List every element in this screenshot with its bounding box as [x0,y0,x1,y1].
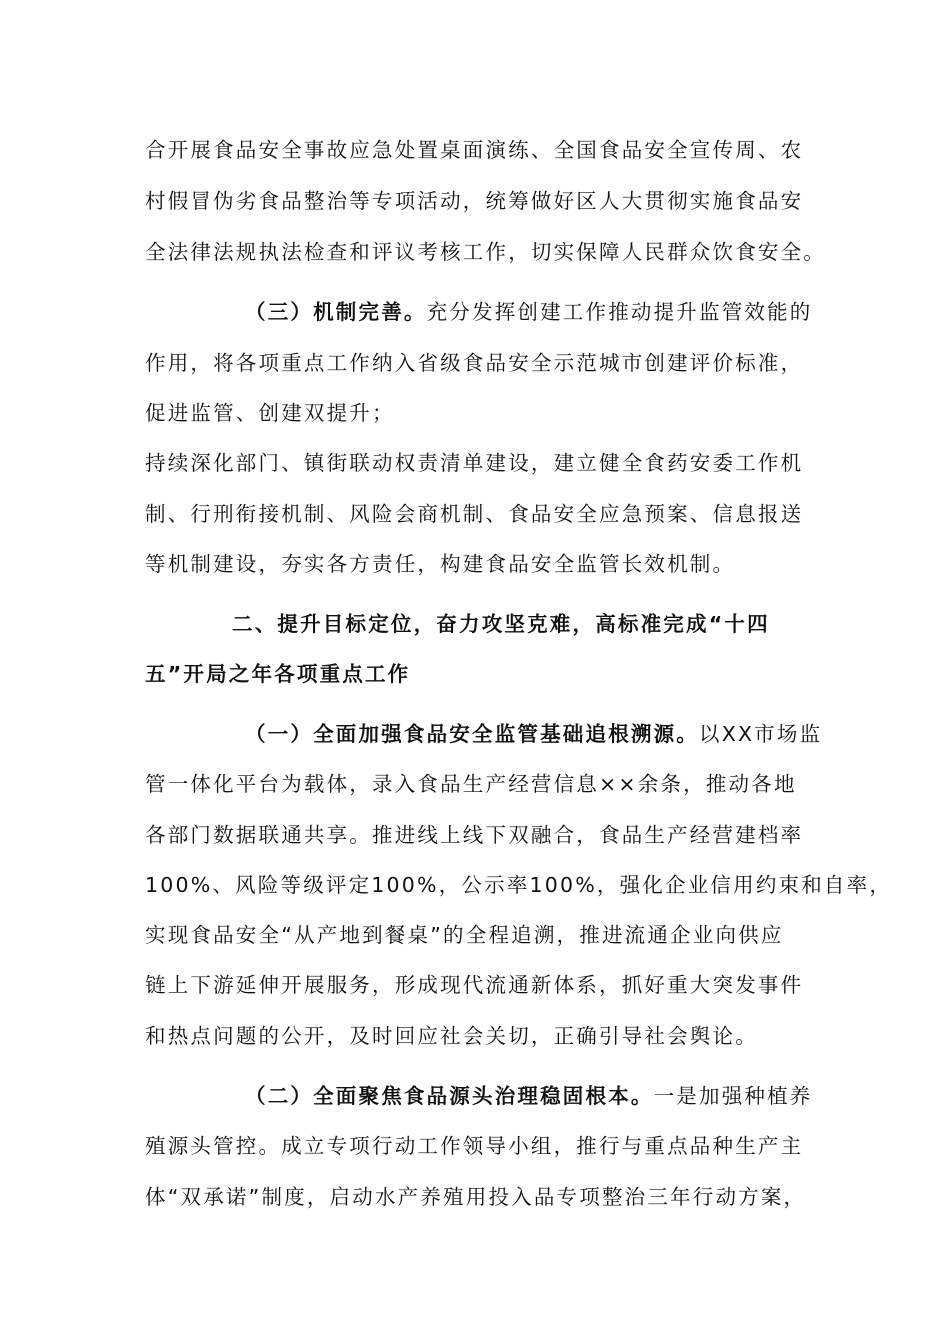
section-heading-line [245,297,815,327]
chapter-heading: 五”开局之年各项重点工作 [145,662,411,686]
paragraph-line [145,135,815,165]
paragraph-line [145,920,815,950]
paragraph-line [145,186,815,216]
line-text: 等机制建设，夯实各方责任，构建食品安全监管长效机制。 [145,552,736,576]
line-text: 链上下游延伸开展服务，形成现代流通新体系，抓好重大突发事件 [145,973,804,997]
paragraph-line [145,1021,815,1051]
paragraph-line [145,1131,815,1161]
chapter-heading-line [145,659,815,689]
line-text: 各部门数据联通共享。推进线上线下双融合，食品生产经营建档率 [145,823,804,847]
paragraph-line [145,348,815,378]
paragraph-line [145,398,815,428]
line-text: 持续深化部门、镇街联动权责清单建设，建立健全食药安委工作机 [145,451,804,475]
line-text: 体“双承诺”制度，启动水产养殖用投入品专项整治三年行动方案， [145,1185,807,1209]
line-text: 制、行刑衔接机制、风险会商机制、食品安全应急预案、信息报送 [145,502,804,526]
paragraph-line [145,448,815,478]
paragraph-line [145,820,815,850]
chapter-heading-line [232,609,815,639]
section-heading-line [245,1081,815,1111]
line-text: 殖源头管控。成立专项行动工作领导小组，推行与重点品种生产主 [145,1134,804,1158]
section-heading: （二）全面聚焦食品源头治理稳固根本。 [245,1084,654,1108]
section-heading: （三）机制完善。 [245,300,427,324]
section-heading: （一）全面加强食品安全监管基础追根溯源。 [245,722,699,746]
paragraph-line [145,870,893,900]
line-text: 管一体化平台为载体，录入食品生产经营信息××余条，推动各地 [145,772,797,796]
line-text: 100%、风险等级评定100%，公示率100%，强化企业信用约束和自率， [145,873,893,897]
line-text: 实现食品安全“从产地到餐桌”的全程追溯，推进流通企业向供应 [145,923,784,947]
line-text: 一是加强种植养 [653,1084,813,1108]
paragraph-line [145,769,815,799]
paragraph-line [145,1182,815,1212]
line-text: 作用，将各项重点工作纳入省级食品安全示范城市创建评价标准， [145,351,804,375]
line-text: 合开展食品安全事故应急处置桌面演练、全国食品安全宣传周、农 [145,138,804,162]
line-text: 充分发挥创建工作推动提升监管效能的 [426,300,813,324]
chapter-heading: 二、提升目标定位，奋力攻坚克难，高标准完成“十四 [232,612,770,636]
paragraph-line [145,970,815,1000]
line-text: 以XX市场监 [699,722,823,746]
line-text: 和热点问题的公开，及时回应社会关切，正确引导社会舆论。 [145,1024,758,1048]
paragraph-line [145,549,815,579]
section-heading-line [245,719,823,749]
line-text: 全法律法规执法检查和评议考核工作，切实保障人民群众饮食安全。 [145,240,826,264]
line-text: 村假冒伪劣食品整治等专项活动，统筹做好区人大贯彻实施食品安 [145,189,804,213]
paragraph-line [145,237,826,267]
paragraph-line [145,499,815,529]
line-text: 促进监管、创建双提升； [145,401,395,425]
